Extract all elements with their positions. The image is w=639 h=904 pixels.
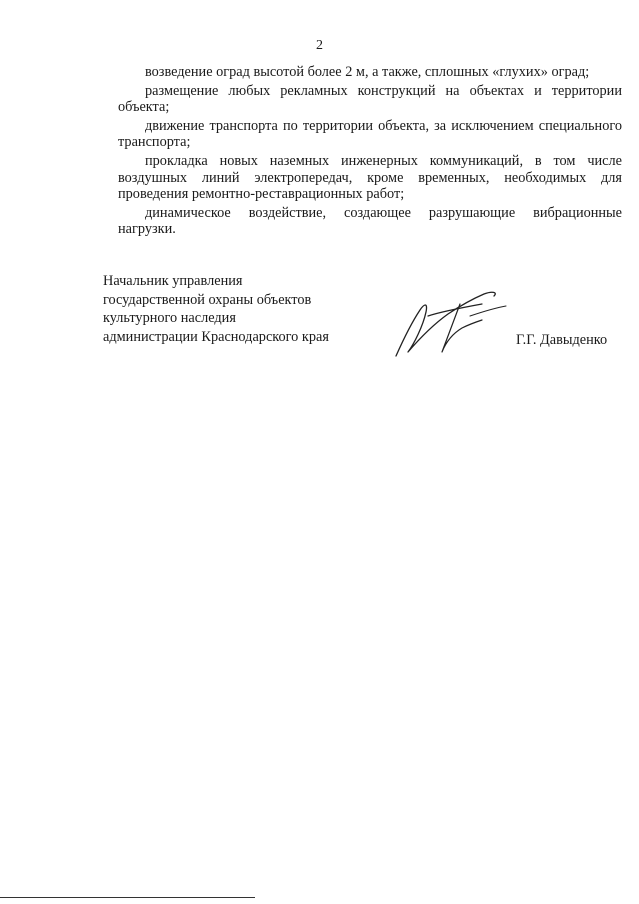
position-line: культурного наследия <box>103 310 236 326</box>
position-line: Начальник управления <box>103 273 243 289</box>
paragraph-utilities: прокладка новых наземных инженерных коммуникаций, в том числе воздушных линий электропередач, кроме временных, необходимых для проведения ремонтно-реставрационных работ; <box>118 152 622 203</box>
footer-rule <box>0 897 255 898</box>
document-body <box>118 64 622 240</box>
page-number: 2 <box>316 38 323 53</box>
paragraph-vibration: динамическое воздействие, создающее разрушающие вибрационные нагрузки. <box>118 204 622 238</box>
signer-name: Г.Г. Давыденко <box>516 332 608 348</box>
position-line: администрации Краснодарского края <box>103 328 329 345</box>
paragraph-advertising: размещение любых рекламных конструкций на объектах и территории объекта; <box>118 82 622 116</box>
handwritten-signature <box>390 286 510 362</box>
signatory-position <box>103 272 329 346</box>
paragraph-fences: возведение оград высотой более 2 м, а также, сплошных «глухих» оград; <box>145 64 590 80</box>
paragraph-transport: движение транспорта по территории объекта, за исключением специального транспорта; <box>118 117 622 151</box>
position-line: государственной охраны объектов <box>103 291 312 308</box>
